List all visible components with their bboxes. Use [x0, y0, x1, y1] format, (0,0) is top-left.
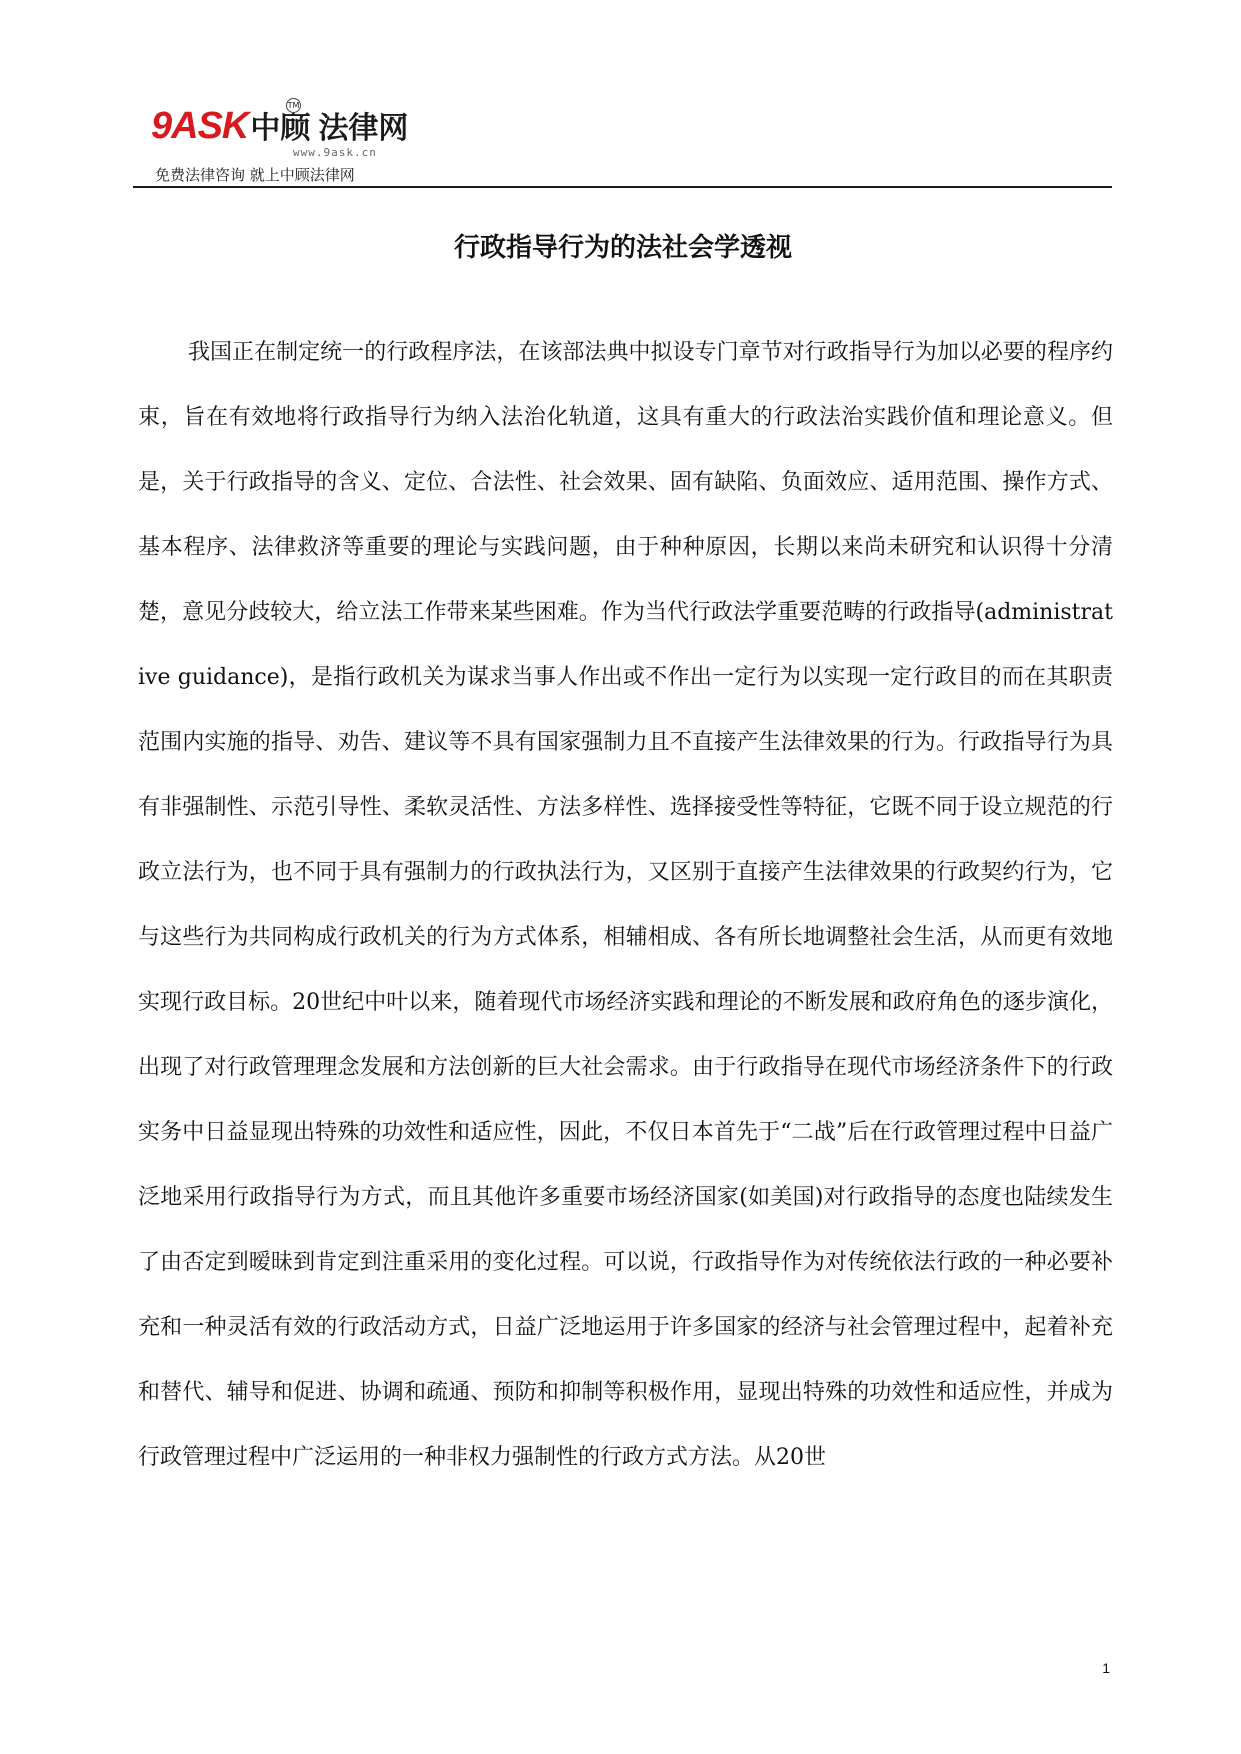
body-paragraph: 我国正在制定统一的行政程序法，在该部法典中拟设专门章节对行政指导行为加以必要的程序约束，旨在有效地将行政指导行为纳入法治化轨道，这具有重大的行政法治实践价值和理论意义。但是，关于行政指导的含义、定位、合法性、社会效果、固有缺陷、负面效应、适用范围、操作方式、基本程序、法律救济等重要的理论与实践问题，由于种种原因，长期以来尚未研究和认识得十分清楚，意见分歧较大，给立法工作带来某些困难。作为当代行政法学重要范畴的行政指导(administrative guidance)，是指行政机关为谋求当事人作出或不作出一定行为以实现一定行政目的而在其职责范围内实施的指导、劝告、建议等不具有国家强制力且不直接产生法律效果的行为。行政指导行为具有非强制性、示范引导性、柔软灵活性、方法多样性、选择接受性等特征，它既不同于设立规范的行政立法行为，也不同于具有强制力的行政执法行为，又区别于直接产生法律效果的行政契约行为，它与这些行为共同构成行政机关的行为方式体系，相辅相成、各有所长地调整社会生活，从而更有效地实现行政目标。20世纪中叶以来，随着现代市场经济实践和理论的不断发展和政府角色的逐步演化，出现了对行政管理理念发展和方法创新的巨大社会需求。由于行政指导在现代市场经济条件下的行政实务中日益显现出特殊的功效性和适应性，因此，不仅日本首先于“二战”后在行政管理过程中日益广泛地采用行政指导行为方式，而且其他许多重要市场经济国家(如美国)对行政指导的态度也陆续发生了由否定到暧昧到肯定到注重采用的变化过程。可以说，行政指导作为对传统依法行政的一种必要补充和一种灵活有效的行政活动方式，日益广泛地运用于许多国家的经济与社会管理过程中，起着补充和替代、辅导和促进、协调和疏通、预防和抑制等积极作用，显现出特殊的功效性和适应性，并成为行政管理过程中广泛运用的一种非权力强制性的行政方式方法。从20世 [138, 340, 1113, 1470]
header-divider [133, 186, 1112, 188]
page-header [133, 94, 1113, 186]
logo-brand-mark: 9ASK [151, 105, 249, 147]
document-title: 行政指导行为的法社会学透视 [453, 233, 792, 263]
page-number: 1 [1102, 1660, 1110, 1676]
logo-slogan: 免费法律咨询 就上中顾法律网 [155, 166, 355, 184]
trademark-icon: TM [286, 98, 301, 113]
logo-brand-suffix: 法律网 [318, 112, 409, 145]
logo-url: www.9ask.cn [293, 146, 377, 159]
logo-brand-cn: 中顾 [250, 112, 311, 145]
site-logo [151, 101, 421, 184]
